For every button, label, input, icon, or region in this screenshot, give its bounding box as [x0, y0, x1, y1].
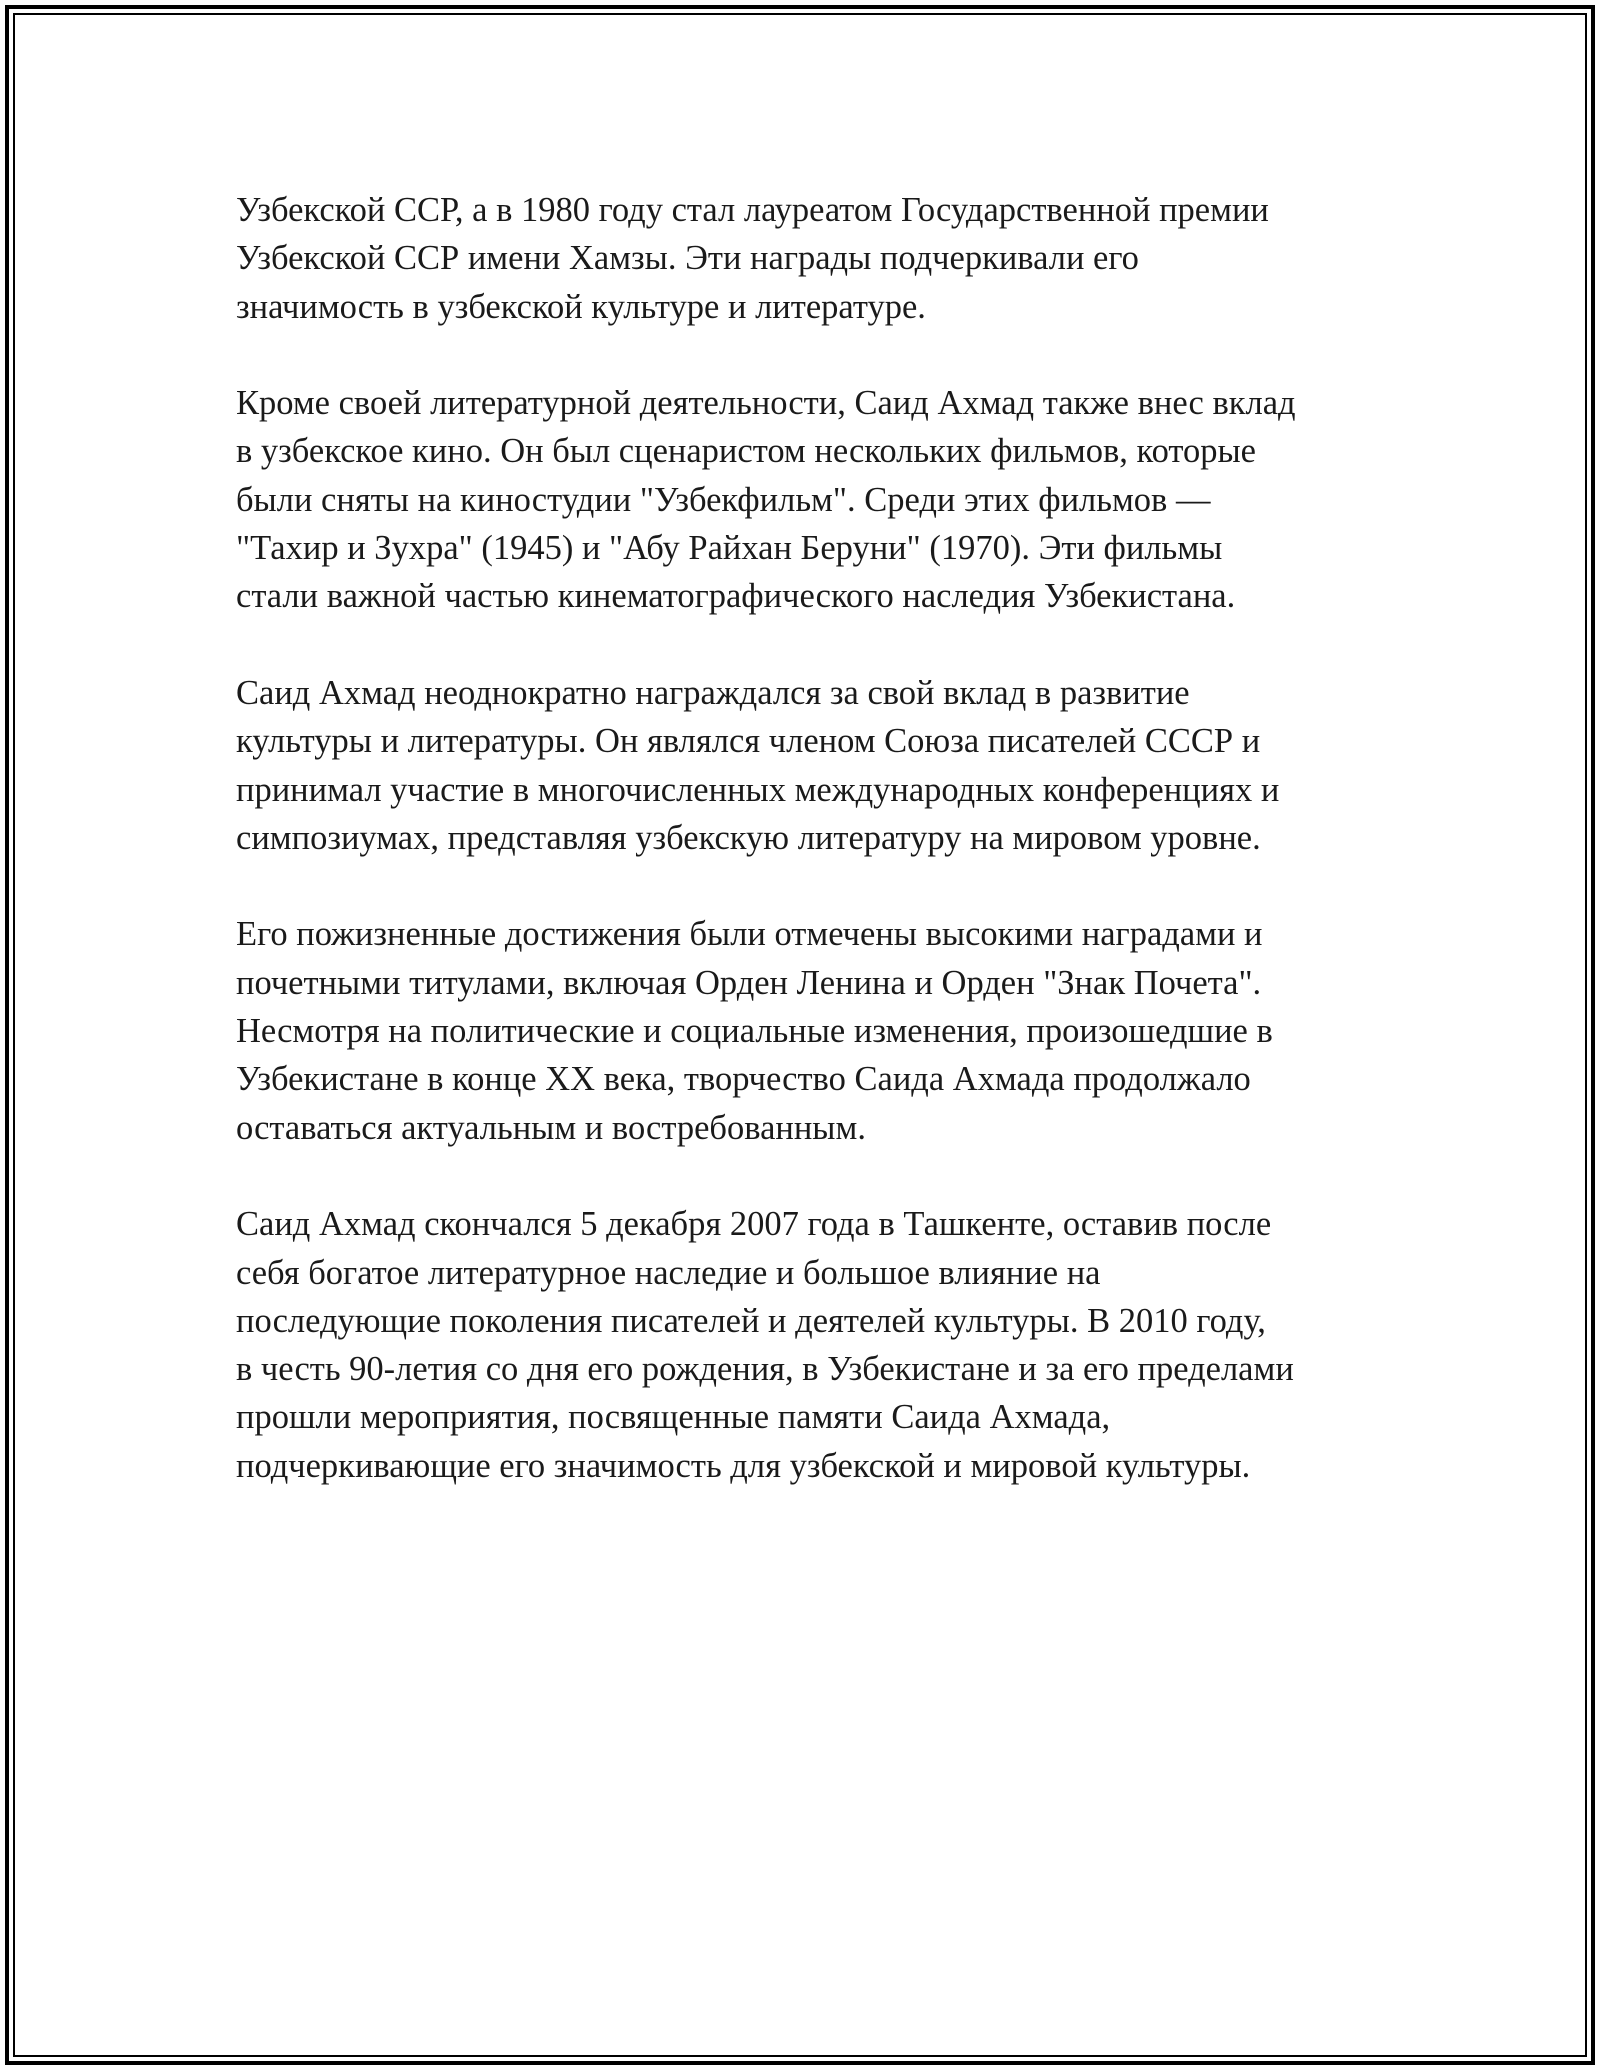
paragraph-1: Узбекской ССР, а в 1980 году стал лауреатом Государственной премии Узбекской ССР имени Хамзы. Эти награды подчеркивали его значимость в узбекской культуре и литературе.	[236, 191, 1269, 326]
paragraph-4: Его пожизненные достижения были отмечены высокими наградами и почетными титулами, включая Орден Ленина и Орден "Знак Почета". Несмотря на политические и социальные изменения, произошедшие в Узбекистане в конце XX века, творчество Саида Ахмада продолжало оставаться актуальным и востребованным.	[236, 915, 1273, 1147]
paragraph-5: Саид Ахмад скончался 5 декабря 2007 года в Ташкенте, оставив после себя богатое литературное наследие и большое влияние на последующие поколения писателей и деятелей культуры. В 2010 году, в честь 90-летия со дня его рождения, в Узбекистане и за его пределами прошли мероприятия, посвященные памяти Саида Ахмада, подчеркивающие его значимость для узбекской и мировой культуры.	[236, 1205, 1294, 1485]
document-body	[236, 186, 1396, 1538]
paragraph-2: Кроме своей литературной деятельности, Саид Ахмад также внес вклад в узбекское кино. Он был сценаристом нескольких фильмов, которые были сняты на киностудии "Узбекфильм". Среди этих фильмов — "Тахир и Зухра" (1945) и "Абу Райхан Беруни" (1970). Эти фильмы стали важной частью кинематографического наследия Узбекистана.	[236, 384, 1296, 616]
paragraph-3: Саид Ахмад неоднократно награждался за свой вклад в развитие культуры и литературы. Он являлся членом Союза писателей СССР и принимал участие в многочисленных международных конференциях и симпозиумах, представляя узбекскую литературу на мировом уровне.	[236, 673, 1280, 857]
